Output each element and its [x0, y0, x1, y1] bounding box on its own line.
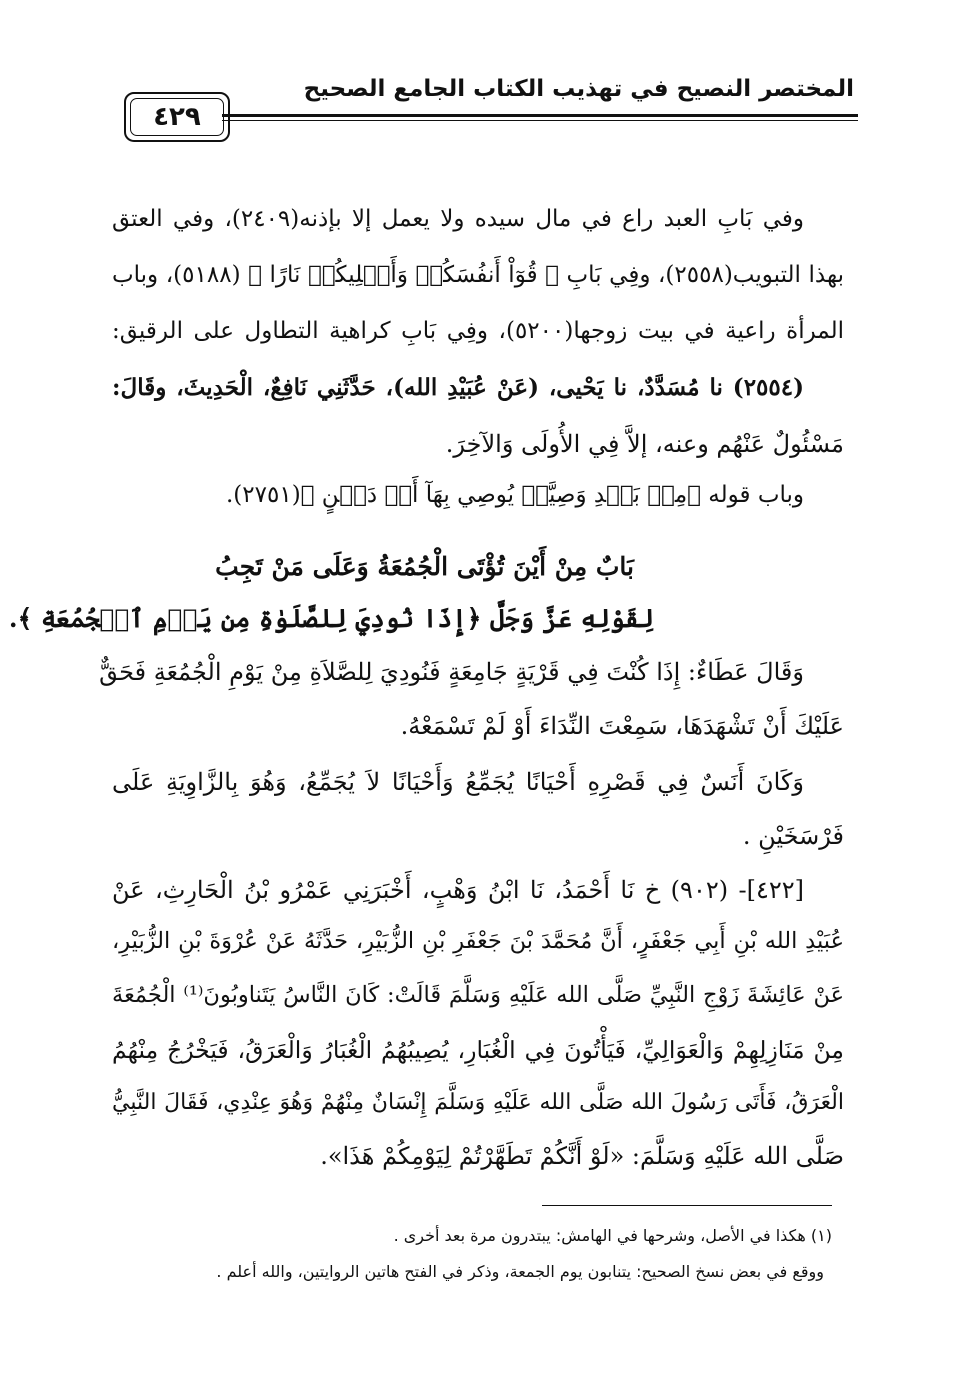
chapter-heading-verse: لِقَوْلِهِ عَزَّ وَجَلَّ ﴿إِذَا نُودِيَ لِلصَّلَوٰةِ مِن يَوۡمِ ٱلۡجُمُعَةِ ﴾. — [8, 604, 654, 633]
body-line: فَرْسَخَيْنِ . — [742, 822, 844, 850]
page-number: ٤٢٩ — [153, 102, 201, 132]
hadith-line: مِنْ مَنَازِلِهِمْ وَالْعَوَالِيِّ، فَيَأْتُونَ فِي الْغُبَارِ، يُصِيبُهُمُ الْغُبَارُ وَالْعَرَقُ، فَيَخْرُجُ مِنْهُمُ — [112, 1036, 844, 1064]
body-line: وباب قوله ﴿مِنۢ بَعۡدِ وَصِيَّةٖ يُوصِي بِهَآ أَوۡ دَيۡنٍ ﴾(٢٧٥١). — [225, 482, 804, 508]
hadith-line: صَلَّى الله عَلَيْهِ وَسَلَّمَ: «لَوْ أَنَّكُمْ تَطَهَّرْتُمْ لِيَوْمِكُمْ هَذَا». — [320, 1142, 844, 1170]
hadith-line: عُبَيْدِ الله بْنِ أَبِي جَعْفَرٍ، أَنَّ مُحَمَّدَ بْنَ جَعْفَرِ بْنِ الزُّبَيْرِ، حَدَّثَهُ عَنْ عُرْوَةَ بْنِ الزُّبَيْرِ، — [112, 928, 844, 954]
body-line: بهذا التبويب(٢٥٥٨)، وفِي بَابِ ﴿ قُوٓاْ أَنفُسَكُوۡ وَأَهۡلِيكُوۡ نَارًا ﴾ (٥١٨٨)، وباب — [112, 262, 844, 288]
body-line: مَسْئُولٌ عَنْهُم وعنه، إلاَّ فِي الأُولَى وَالآخِرَ. — [445, 430, 844, 458]
body-line: وفي بَابِ العبد راع في مال سيده ولا يعمل إلا بإذنه(٢٤٠٩)، وفي العتق — [112, 206, 805, 232]
footnote-separator — [542, 1205, 832, 1206]
body-line: وَكَانَ أَنَسٌ فِي قَصْرِهِ أَحْيَانًا يُجَمِّعُ وَأَحْيَانًا لاَ يُجَمِّعُ، وَهُوَ بِالزَّاوِيَةِ عَلَى — [112, 768, 804, 796]
chapter-heading: بَابٌ مِنْ أَيْنَ تُؤْتَى الْجُمُعَةُ وَعَلَى مَنْ تَجِبُ — [215, 552, 634, 581]
body-line: وَقَالَ عَطَاءٌ: إِذَا كُنْتَ فِي قَرْيَةٍ جَامِعَةٍ فَنُودِيَ لِلصَّلاَةِ مِنْ يَوْمِ الْجُمُعَةِ فَحَقٌّ — [99, 658, 804, 686]
hadith-line: عَنْ عَائِشَةَ زَوْجِ النَّبِيِّ صَلَّى الله عَلَيْهِ وَسَلَّمَ قَالَتْ: كَانَ النَّاسُ يَتَناوبُونَ⁽¹⁾ الْجُمُعَةَ — [112, 982, 845, 1008]
running-title: المختصر النصيح في تهذيب الكتاب الجامع الصحيح — [303, 76, 854, 102]
header-rule-thick — [222, 114, 858, 117]
page-number-frame — [124, 92, 230, 142]
hadith-line: (٢٥٥٤) نا مُسَدَّدٌ، نا يَحْيى، (عَنْ عُبَيْدِ الله)، حَدَّثَنِي نَافِعٌ، الْحَدِيثَ، وقَالَ: — [112, 374, 804, 401]
header-rule-thin — [222, 120, 858, 121]
footnote: (١) هكذا في الأصل، وشرحها في الهامش: يبتدرون مرة بعد أخرى . — [393, 1226, 832, 1245]
footnote: ووقع في بعض نسخ الصحيح: يتنابون يوم الجمعة، وذكر في الفتح هاتين الروايتين، والله أعلم . — [216, 1262, 824, 1281]
body-line: عَلَيْكَ أَنْ تَشْهَدَهَا، سَمِعْتَ النِّدَاءَ أَوْ لَمْ تَسْمَعْهُ. — [400, 712, 844, 740]
hadith-line: [٤٢٢]- (٩٠٢) خ نَا أَحْمَدُ، نَا ابْنُ وَهْبٍ، أَخْبَرَنِي عَمْرُو بْنُ الْحَارِثِ، عَنْ — [112, 876, 804, 904]
body-line: المرأة راعية في بيت زوجها(٥٢٠٠)، وفِي بَابِ كراهية التطاول على الرقيق: — [112, 318, 844, 344]
hadith-line: الْعَرَقُ، فَأَتَى رَسُولَ الله صَلَّى الله عَلَيْهِ وَسَلَّمَ إِنْسَانٌ مِنْهُمْ وَهُوَ عِنْدِي، فَقَالَ النَّبِيُّ — [112, 1090, 844, 1115]
